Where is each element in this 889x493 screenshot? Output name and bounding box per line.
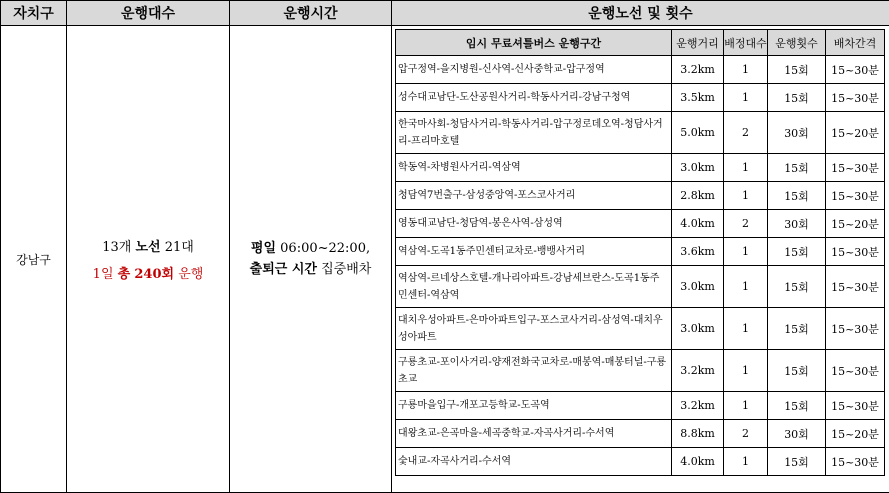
route-distance: 2.8km bbox=[672, 182, 724, 210]
route-distance: 4.0km bbox=[672, 448, 724, 476]
header-row bbox=[1, 1, 889, 26]
header-routes: 운행노선 및 횟수 bbox=[392, 1, 889, 26]
route-row bbox=[396, 210, 885, 238]
route-trips: 30회 bbox=[768, 210, 826, 238]
route-name: 역삼역-도곡1동주민센터교차로-뱅뱅사거리 bbox=[396, 238, 672, 266]
route-buses: 1 bbox=[724, 238, 768, 266]
route-buses: 1 bbox=[724, 182, 768, 210]
route-buses: 1 bbox=[724, 56, 768, 84]
route-distance: 3.2km bbox=[672, 350, 724, 392]
route-distance: 3.0km bbox=[672, 154, 724, 182]
route-interval: 15~30분 bbox=[826, 238, 885, 266]
route-name: 영동대교남단-청담역-봉은사역-삼성역 bbox=[396, 210, 672, 238]
route-buses: 2 bbox=[724, 210, 768, 238]
routes-header-distance: 운행거리 bbox=[672, 30, 724, 56]
route-buses: 1 bbox=[724, 84, 768, 112]
route-buses: 2 bbox=[724, 420, 768, 448]
route-trips: 30회 bbox=[768, 112, 826, 154]
routes-header-buses: 배정대수 bbox=[724, 30, 768, 56]
route-trips: 15회 bbox=[768, 84, 826, 112]
route-trips: 15회 bbox=[768, 392, 826, 420]
route-interval: 15~30분 bbox=[826, 308, 885, 350]
route-row bbox=[396, 56, 885, 84]
vehicles-summary bbox=[67, 236, 229, 255]
header-district: 자치구 bbox=[1, 1, 67, 26]
route-row bbox=[396, 308, 885, 350]
route-buses: 1 bbox=[724, 266, 768, 308]
route-distance: 3.0km bbox=[672, 308, 724, 350]
weekday-label: 평일 bbox=[250, 241, 277, 256]
route-count: 13개 bbox=[102, 240, 132, 255]
routes-cell bbox=[392, 26, 889, 493]
route-row bbox=[396, 112, 885, 154]
route-distance: 3.5km bbox=[672, 84, 724, 112]
route-row bbox=[396, 420, 885, 448]
route-row bbox=[396, 182, 885, 210]
route-name: 성수대교남단-도산공원사거리-학동사거리-강남구청역 bbox=[396, 84, 672, 112]
rush-hour-label: 출퇴근 시간 bbox=[249, 262, 317, 277]
daily-word: 1일 bbox=[92, 267, 114, 282]
route-trips: 15회 bbox=[768, 56, 826, 84]
route-row bbox=[396, 238, 885, 266]
route-trips: 15회 bbox=[768, 448, 826, 476]
route-trips: 15회 bbox=[768, 266, 826, 308]
route-row bbox=[396, 154, 885, 182]
routes-body bbox=[396, 56, 885, 476]
route-distance: 8.8km bbox=[672, 420, 724, 448]
route-distance: 5.0km bbox=[672, 112, 724, 154]
route-interval: 15~30분 bbox=[826, 392, 885, 420]
route-buses: 1 bbox=[724, 392, 768, 420]
weekday-hours bbox=[230, 238, 391, 259]
route-name: 대치우성아파트-은마아파트입구-포스코사거리-삼성역-대치우성아파트 bbox=[396, 308, 672, 350]
hours-cell bbox=[230, 26, 392, 493]
rush-hour-dispatch: 집중배차 bbox=[321, 262, 372, 277]
route-row bbox=[396, 266, 885, 308]
route-distance: 3.2km bbox=[672, 56, 724, 84]
routes-header-interval: 배차간격 bbox=[826, 30, 885, 56]
route-trips: 30회 bbox=[768, 420, 826, 448]
route-buses: 2 bbox=[724, 112, 768, 154]
route-distance: 4.0km bbox=[672, 210, 724, 238]
route-interval: 15~30분 bbox=[826, 350, 885, 392]
route-trips: 15회 bbox=[768, 350, 826, 392]
district-cell: 강남구 bbox=[1, 26, 67, 493]
route-interval: 15~30분 bbox=[826, 56, 885, 84]
route-word: 노선 bbox=[135, 240, 161, 255]
bus-count: 21대 bbox=[164, 240, 194, 255]
total-word: 총 bbox=[117, 267, 131, 282]
weekday-time: 06:00~22:00, bbox=[280, 241, 371, 256]
routes-header-trips: 운행횟수 bbox=[768, 30, 826, 56]
routes-header-route: 임시 무료셔틀버스 운행구간 bbox=[396, 30, 672, 56]
route-name: 역삼역-르네상스호텔-개나리아파트-강남세브란스-도곡1동주민센터-역삼역 bbox=[396, 266, 672, 308]
route-distance: 3.2km bbox=[672, 392, 724, 420]
route-name: 압구정역-을지병원-신사역-신사중학교-압구정역 bbox=[396, 56, 672, 84]
route-buses: 1 bbox=[724, 308, 768, 350]
route-distance: 3.6km bbox=[672, 238, 724, 266]
route-name: 구룡마을입구-개포고등학교-도곡역 bbox=[396, 392, 672, 420]
header-hours: 운행시간 bbox=[230, 1, 392, 26]
vehicles-cell bbox=[67, 26, 230, 493]
route-buses: 1 bbox=[724, 448, 768, 476]
routes-header-row bbox=[396, 30, 885, 56]
route-name: 구룡초교-포이사거리-양재전화국교차로-매봉역-매봉터널-구룡초교 bbox=[396, 350, 672, 392]
route-interval: 15~20분 bbox=[826, 420, 885, 448]
route-interval: 15~30분 bbox=[826, 182, 885, 210]
header-vehicles: 운행대수 bbox=[67, 1, 230, 26]
route-name: 청담역7번출구-삼성중앙역-포스코사거리 bbox=[396, 182, 672, 210]
rush-hour-note bbox=[230, 259, 391, 280]
route-row bbox=[396, 350, 885, 392]
district-row bbox=[1, 26, 889, 493]
route-row bbox=[396, 392, 885, 420]
route-name: 학동역-차병원사거리-역삼역 bbox=[396, 154, 672, 182]
total-trips: 240회 bbox=[134, 267, 175, 282]
routes-table bbox=[395, 29, 885, 476]
daily-trips-summary bbox=[67, 263, 229, 282]
route-interval: 15~20분 bbox=[826, 112, 885, 154]
route-interval: 15~30분 bbox=[826, 154, 885, 182]
route-name: 한국마사회-청담사거리-학동사거리-압구정로데오역-청담사거리-프리마호텔 bbox=[396, 112, 672, 154]
operate-word: 운행 bbox=[178, 267, 204, 282]
route-row bbox=[396, 84, 885, 112]
route-interval: 15~30분 bbox=[826, 84, 885, 112]
route-distance: 3.0km bbox=[672, 266, 724, 308]
route-buses: 1 bbox=[724, 350, 768, 392]
route-trips: 15회 bbox=[768, 182, 826, 210]
route-row bbox=[396, 448, 885, 476]
route-interval: 15~30분 bbox=[826, 448, 885, 476]
route-trips: 15회 bbox=[768, 308, 826, 350]
route-interval: 15~20분 bbox=[826, 210, 885, 238]
route-name: 숯내교-자곡사거리-수서역 bbox=[396, 448, 672, 476]
route-buses: 1 bbox=[724, 154, 768, 182]
route-trips: 15회 bbox=[768, 154, 826, 182]
route-interval: 15~30분 bbox=[826, 266, 885, 308]
route-trips: 15회 bbox=[768, 238, 826, 266]
route-name: 대왕초교-은곡마을-세곡중학교-자곡사거리-수서역 bbox=[396, 420, 672, 448]
